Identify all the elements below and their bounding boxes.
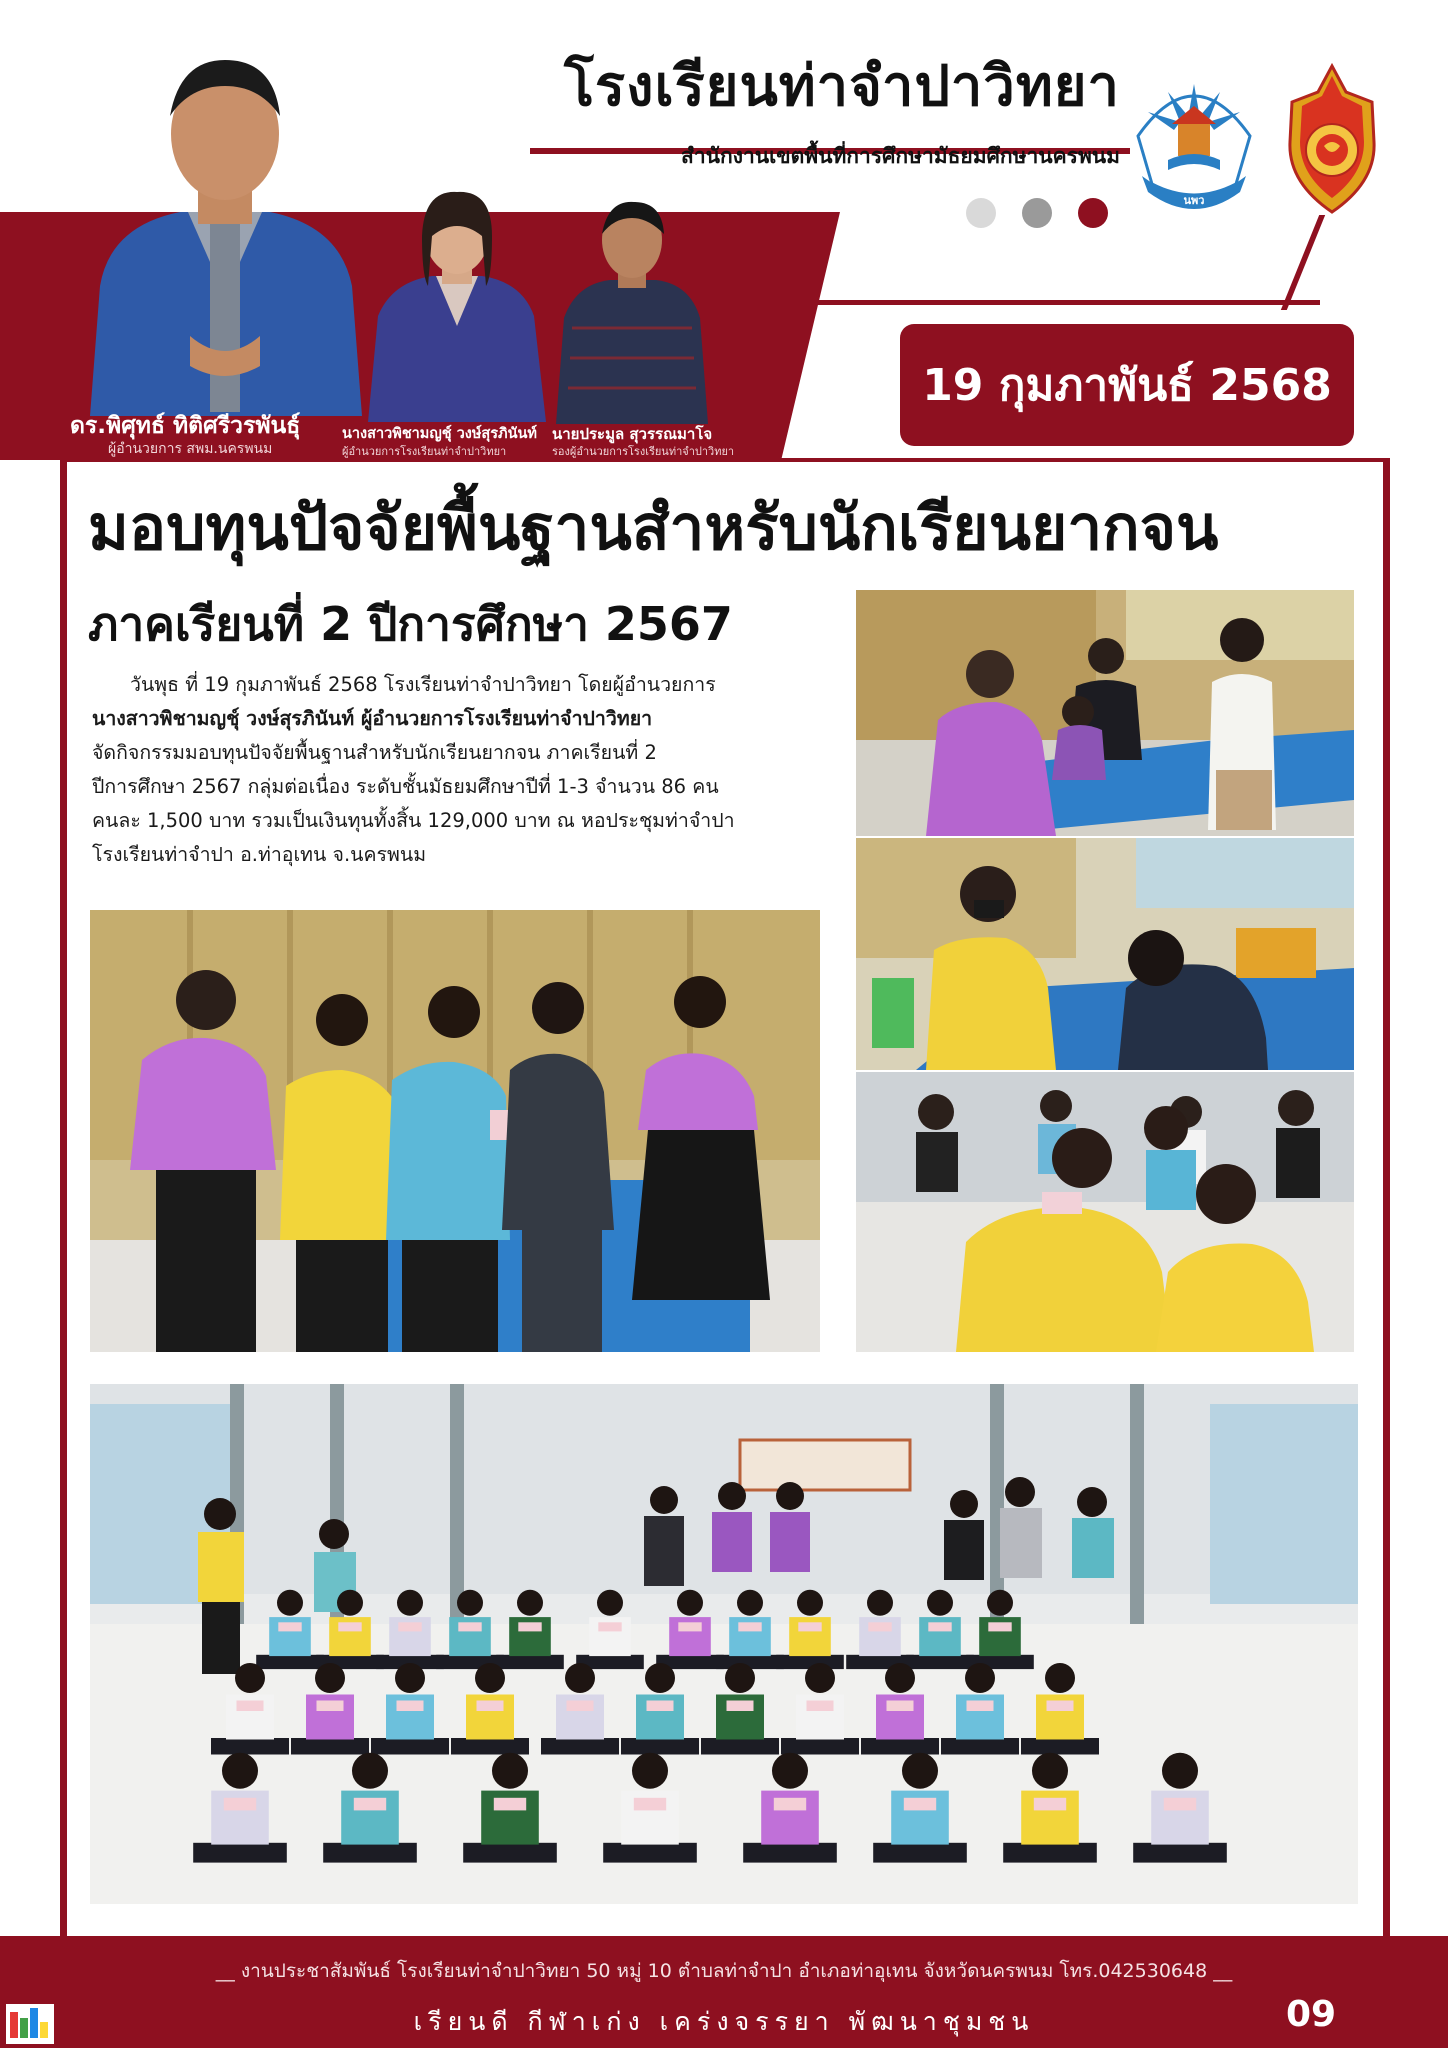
seated-student bbox=[1164, 1798, 1196, 1811]
seated-student bbox=[967, 1701, 994, 1712]
seated-student bbox=[1133, 1843, 1227, 1863]
person-role: ผู้อำนวยการ สพม.นครพนม bbox=[108, 441, 273, 457]
seated-student bbox=[928, 1622, 951, 1631]
seated-student bbox=[965, 1663, 995, 1693]
seated-student bbox=[235, 1663, 265, 1693]
education-office-name: สำนักงานเขตพื้นที่การศึกษามัธยมศึกษานครพนม bbox=[681, 144, 1120, 168]
seated-student bbox=[738, 1622, 761, 1631]
seated-student bbox=[371, 1738, 449, 1755]
seated-student bbox=[337, 1590, 363, 1616]
seated-student bbox=[323, 1843, 417, 1863]
person-role: ผู้อำนวยการโรงเรียนท่าจำปาวิทยา bbox=[342, 445, 507, 458]
seated-student bbox=[906, 1655, 974, 1669]
seated-student bbox=[315, 1663, 345, 1693]
seated-student bbox=[904, 1798, 936, 1811]
seated-student bbox=[781, 1738, 859, 1755]
seated-student bbox=[861, 1738, 939, 1755]
date-text: 19 กุมภาพันธ์ 2568 bbox=[922, 360, 1332, 411]
seated-student bbox=[277, 1590, 303, 1616]
article-line: จัดกิจกรรมมอบทุนปัจจัยพื้นฐานสำหรับนักเรียนยากจน ภาคเรียนที่ 2 bbox=[92, 741, 657, 764]
article-line: นางสาวพิชามญชุ์ วงษ์สุรภินันท์ ผู้อำนวยการโรงเรียนท่าจำปาวิทยา bbox=[92, 707, 653, 730]
seated-student bbox=[463, 1843, 557, 1863]
photo-group-handover bbox=[90, 910, 820, 1352]
seated-student bbox=[727, 1701, 754, 1712]
seated-student bbox=[805, 1663, 835, 1693]
seated-student bbox=[1003, 1843, 1097, 1863]
seated-student bbox=[475, 1663, 505, 1693]
seated-student bbox=[941, 1738, 1019, 1755]
seated-student bbox=[807, 1701, 834, 1712]
seated-student bbox=[457, 1590, 483, 1616]
seated-student bbox=[237, 1701, 264, 1712]
seated-student bbox=[632, 1753, 668, 1789]
seated-student bbox=[725, 1663, 755, 1693]
article-subheadline: ภาคเรียนที่ 2 ปีการศึกษา 2567 bbox=[88, 597, 733, 651]
person-role: รองผู้อำนวยการโรงเรียนท่าจำปาวิทยา bbox=[552, 445, 735, 458]
header-divider-line bbox=[1281, 215, 1325, 310]
school-name: โรงเรียนท่าจำปาวิทยา bbox=[563, 54, 1120, 119]
seated-student bbox=[517, 1590, 543, 1616]
article-line: โรงเรียนท่าจำปา อ.ท่าอุเทน จ.นครพนม bbox=[92, 843, 427, 866]
seated-student bbox=[598, 1622, 621, 1631]
seated-student bbox=[1021, 1738, 1099, 1755]
seated-student bbox=[774, 1798, 806, 1811]
seated-student bbox=[492, 1753, 528, 1789]
decor-dot bbox=[966, 198, 996, 228]
seated-student bbox=[1032, 1753, 1068, 1789]
seated-student bbox=[338, 1622, 361, 1631]
publication-badge-icon bbox=[6, 2004, 54, 2044]
seated-student bbox=[597, 1590, 623, 1616]
school-logo bbox=[1128, 66, 1260, 216]
seated-student bbox=[458, 1622, 481, 1631]
decor-dot bbox=[1022, 198, 1052, 228]
seated-student bbox=[887, 1701, 914, 1712]
seated-student bbox=[873, 1843, 967, 1863]
school-logo-text: นพว bbox=[1183, 194, 1205, 207]
seated-student bbox=[518, 1622, 541, 1631]
seated-student bbox=[798, 1622, 821, 1631]
seated-student bbox=[647, 1701, 674, 1712]
seated-student bbox=[867, 1590, 893, 1616]
seated-student bbox=[541, 1738, 619, 1755]
seated-student bbox=[395, 1663, 425, 1693]
ministry-seal-logo bbox=[1276, 62, 1388, 218]
seated-student bbox=[645, 1663, 675, 1693]
seated-student bbox=[567, 1701, 594, 1712]
seated-student bbox=[256, 1655, 324, 1669]
seated-student bbox=[987, 1590, 1013, 1616]
article-line: ปีการศึกษา 2567 กลุ่มต่อเนื่อง ระดับชั้นมัธยมศึกษาปีที่ 1-3 จำนวน 86 คน bbox=[92, 775, 719, 798]
decor-dots bbox=[966, 198, 1108, 228]
seated-student bbox=[621, 1738, 699, 1755]
seated-student bbox=[743, 1843, 837, 1863]
page-number: 09 bbox=[1286, 1994, 1337, 2035]
seated-student bbox=[222, 1753, 258, 1789]
seated-student bbox=[496, 1655, 564, 1669]
seated-student bbox=[352, 1753, 388, 1789]
photo-students-signing bbox=[856, 838, 1354, 1070]
seated-student bbox=[737, 1590, 763, 1616]
seated-student bbox=[701, 1738, 779, 1755]
portrait-director-area bbox=[70, 36, 380, 416]
photo-signing-desk bbox=[856, 590, 1354, 836]
seated-student bbox=[451, 1738, 529, 1755]
portrait-deputy-area bbox=[552, 198, 712, 424]
photo-students-showing-money bbox=[856, 1072, 1354, 1352]
portrait-principal-area bbox=[362, 186, 552, 422]
seated-student bbox=[1045, 1663, 1075, 1693]
seated-student bbox=[927, 1590, 953, 1616]
seated-student bbox=[398, 1622, 421, 1631]
seated-student bbox=[885, 1663, 915, 1693]
seated-student bbox=[397, 1590, 423, 1616]
seated-student bbox=[354, 1798, 386, 1811]
seated-student bbox=[211, 1738, 289, 1755]
seated-student bbox=[868, 1622, 891, 1631]
seated-student bbox=[397, 1701, 424, 1712]
photo-hall-students-seated bbox=[90, 1384, 1358, 1904]
seated-student bbox=[772, 1753, 808, 1789]
seated-student bbox=[291, 1738, 369, 1755]
header-divider-line bbox=[800, 300, 1320, 305]
seated-student bbox=[603, 1843, 697, 1863]
footer-contact: __ งานประชาสัมพันธ์ โรงเรียนท่าจำปาวิทยา 50 หมู่ 10 ตำบลท่าจำปา อำเภอท่าอุเทน จังหวัดนครพนม โทร.042530648 __ bbox=[215, 1960, 1233, 1982]
article-body bbox=[92, 668, 832, 872]
seated-student bbox=[678, 1622, 701, 1631]
seated-student bbox=[193, 1843, 287, 1863]
person-name: นางสาวพิชามญชุ์ วงษ์สุรภินันท์ bbox=[342, 426, 537, 442]
seated-student bbox=[988, 1622, 1011, 1631]
person-name: ดร.พิศุทธ์ ทิติศรีวรพันธุ์ bbox=[70, 413, 301, 439]
seated-student bbox=[634, 1798, 666, 1811]
seated-student bbox=[565, 1663, 595, 1693]
seated-student bbox=[477, 1701, 504, 1712]
article-line: คนละ 1,500 บาท รวมเป็นเงินทุนทั้งสิ้น 129,000 บาท ณ หอประชุมท่าจำปา bbox=[92, 809, 735, 832]
seated-student bbox=[1047, 1701, 1074, 1712]
seated-student bbox=[902, 1753, 938, 1789]
seated-student bbox=[278, 1622, 301, 1631]
seated-student bbox=[797, 1590, 823, 1616]
seated-student bbox=[1162, 1753, 1198, 1789]
seated-student bbox=[317, 1701, 344, 1712]
person-name: นายประมูล สุวรรณมาโจ bbox=[552, 425, 713, 443]
seated-student bbox=[1034, 1798, 1066, 1811]
seated-student bbox=[494, 1798, 526, 1811]
seated-student bbox=[677, 1590, 703, 1616]
decor-dot bbox=[1078, 198, 1108, 228]
seated-student bbox=[224, 1798, 256, 1811]
date-badge bbox=[900, 324, 1354, 446]
article-headline: มอบทุนปัจจัยพื้นฐานสำหรับนักเรียนยากจน bbox=[88, 491, 1219, 564]
footer-motto: เรียนดี กีฬาเก่ง เคร่งจรรยา พัฒนาชุมชน bbox=[413, 2007, 1035, 2036]
article-line: วันพุธ ที่ 19 กุมภาพันธ์ 2568 โรงเรียนท่าจำปาวิทยา โดยผู้อำนวยการ bbox=[130, 673, 716, 696]
